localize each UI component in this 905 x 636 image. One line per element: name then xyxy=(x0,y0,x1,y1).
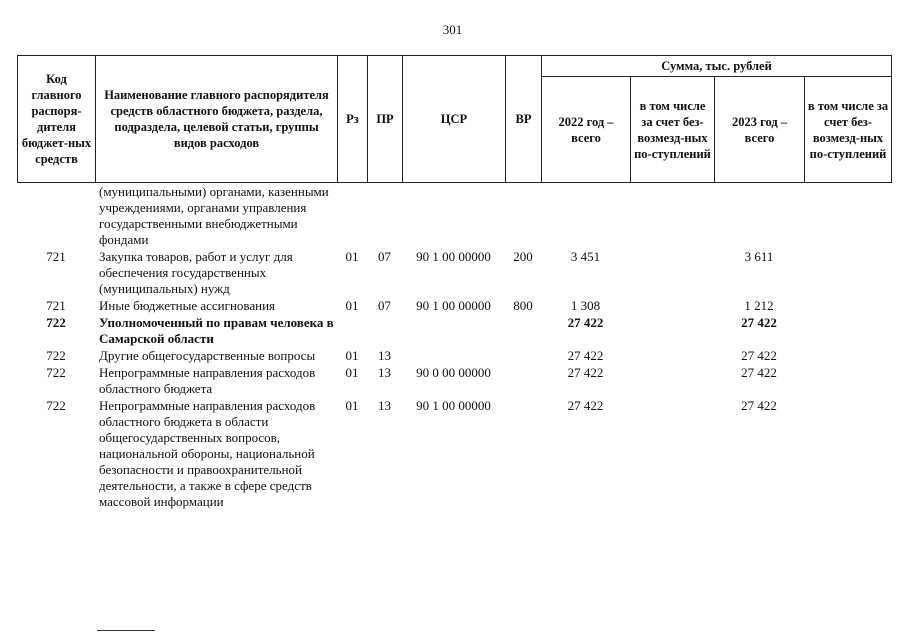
row-gratuitous-2023 xyxy=(804,398,891,511)
row-gratuitous-2023 xyxy=(804,249,891,298)
footnote-divider xyxy=(97,630,155,631)
row-rz: 01 xyxy=(345,298,359,313)
row-sum-2023: 27 422 xyxy=(741,348,777,363)
row-gratuitous-2022 xyxy=(630,398,714,511)
row-pr: 07 xyxy=(378,249,391,264)
header-rz: Рз xyxy=(338,56,368,183)
row-vr xyxy=(505,348,541,365)
row-csr: 90 1 00 00000 xyxy=(416,298,491,313)
table-row xyxy=(17,365,891,398)
header-2022-total: 2022 год – всего xyxy=(542,77,631,183)
row-gratuitous-2023 xyxy=(804,365,891,398)
row-code xyxy=(17,184,95,249)
row-name: (муниципальными) органами, казенными учреждениями, органами управления государственными внебюджетными фондами xyxy=(99,184,329,247)
row-rz xyxy=(337,315,367,348)
row-csr: 90 1 00 00000 xyxy=(416,249,491,264)
row-name: Иные бюджетные ассигнования xyxy=(99,298,276,313)
row-sum-2023: 27 422 xyxy=(741,365,777,380)
row-code: 722 xyxy=(46,315,66,330)
row-csr xyxy=(402,184,505,249)
row-rz xyxy=(337,184,367,249)
row-pr: 13 xyxy=(378,348,391,363)
row-sum-2022 xyxy=(541,184,630,249)
row-code: 721 xyxy=(46,298,66,313)
row-vr xyxy=(505,184,541,249)
table-row xyxy=(17,315,891,348)
table-header xyxy=(17,55,892,183)
row-gratuitous-2023 xyxy=(804,184,891,249)
row-csr: 90 0 00 00000 xyxy=(416,365,491,380)
row-vr xyxy=(505,365,541,398)
table-body xyxy=(17,184,891,511)
header-sum-group: Сумма, тыс. рублей xyxy=(542,56,892,77)
row-pr xyxy=(367,184,402,249)
row-sum-2023: 27 422 xyxy=(741,398,777,413)
table-row xyxy=(17,298,891,315)
row-sum-2022: 27 422 xyxy=(567,348,604,363)
table-row xyxy=(17,249,891,298)
row-rz: 01 xyxy=(345,365,359,380)
row-rz: 01 xyxy=(345,348,359,363)
row-csr xyxy=(402,315,505,348)
row-vr xyxy=(505,398,541,511)
row-vr: 800 xyxy=(513,298,533,313)
row-sum-2022: 27 422 xyxy=(567,315,604,330)
row-gratuitous-2022 xyxy=(630,365,714,398)
row-name: Непрограммные направления расходов областного бюджета xyxy=(99,365,316,396)
row-gratuitous-2022 xyxy=(630,315,714,348)
row-gratuitous-2022 xyxy=(630,298,714,315)
header-2022-gratuitous: в том числе за счет без-возмезд-ных по-ступлений xyxy=(631,77,715,183)
row-sum-2023: 27 422 xyxy=(741,315,777,330)
row-name: Уполномоченный по правам человека в Самарской области xyxy=(99,315,334,346)
row-gratuitous-2022 xyxy=(630,348,714,365)
header-vr: ВР xyxy=(506,56,542,183)
row-pr: 13 xyxy=(378,365,391,380)
header-2023-total: 2023 год – всего xyxy=(715,77,805,183)
row-gratuitous-2022 xyxy=(630,184,714,249)
row-name: Закупка товаров, работ и услуг для обеспечения государственных (муниципальных) нужд xyxy=(99,249,293,296)
header-pr: ПР xyxy=(368,56,403,183)
row-sum-2023: 1 212 xyxy=(744,298,774,313)
header-2023-gratuitous: в том числе за счет без-возмезд-ных по-ступлений xyxy=(805,77,892,183)
table-row xyxy=(17,348,891,365)
row-code: 721 xyxy=(46,249,66,264)
row-sum-2022: 27 422 xyxy=(567,365,604,380)
row-rz: 01 xyxy=(345,249,359,264)
row-sum-2023 xyxy=(714,184,804,249)
table-row xyxy=(17,184,891,249)
row-rz: 01 xyxy=(345,398,359,413)
row-gratuitous-2022 xyxy=(630,249,714,298)
row-gratuitous-2023 xyxy=(804,315,891,348)
row-code: 722 xyxy=(46,398,66,413)
row-name: Непрограммные направления расходов областного бюджета в области общегосударственных вопросов, национальной обороны, национальной безопасности и правоохранительной деятельности, а также в сфере средств массовой информации xyxy=(99,398,316,509)
row-vr xyxy=(505,315,541,348)
row-pr xyxy=(367,315,402,348)
row-name: Другие общегосударственные вопросы xyxy=(99,348,316,363)
page-number: 301 xyxy=(442,22,463,37)
row-sum-2022: 1 308 xyxy=(570,298,601,313)
row-sum-2023: 3 611 xyxy=(744,249,774,264)
row-code: 722 xyxy=(46,365,66,380)
header-csr: ЦСР xyxy=(403,56,506,183)
row-csr xyxy=(402,348,505,365)
row-code: 722 xyxy=(46,348,66,363)
row-sum-2022: 27 422 xyxy=(567,398,604,413)
row-gratuitous-2023 xyxy=(804,348,891,365)
table-row xyxy=(17,398,891,511)
row-pr: 07 xyxy=(378,298,391,313)
row-sum-2022: 3 451 xyxy=(570,249,601,264)
row-gratuitous-2023 xyxy=(804,298,891,315)
row-csr: 90 1 00 00000 xyxy=(416,398,491,413)
row-vr: 200 xyxy=(513,249,533,264)
header-name: Наименование главного распорядителя средств областного бюджета, раздела, подраздела, целевой статьи, группы видов расходов xyxy=(96,56,338,183)
row-pr: 13 xyxy=(378,398,391,413)
header-code: Код главного распоря-дителя бюджет-ных средств xyxy=(18,56,96,183)
